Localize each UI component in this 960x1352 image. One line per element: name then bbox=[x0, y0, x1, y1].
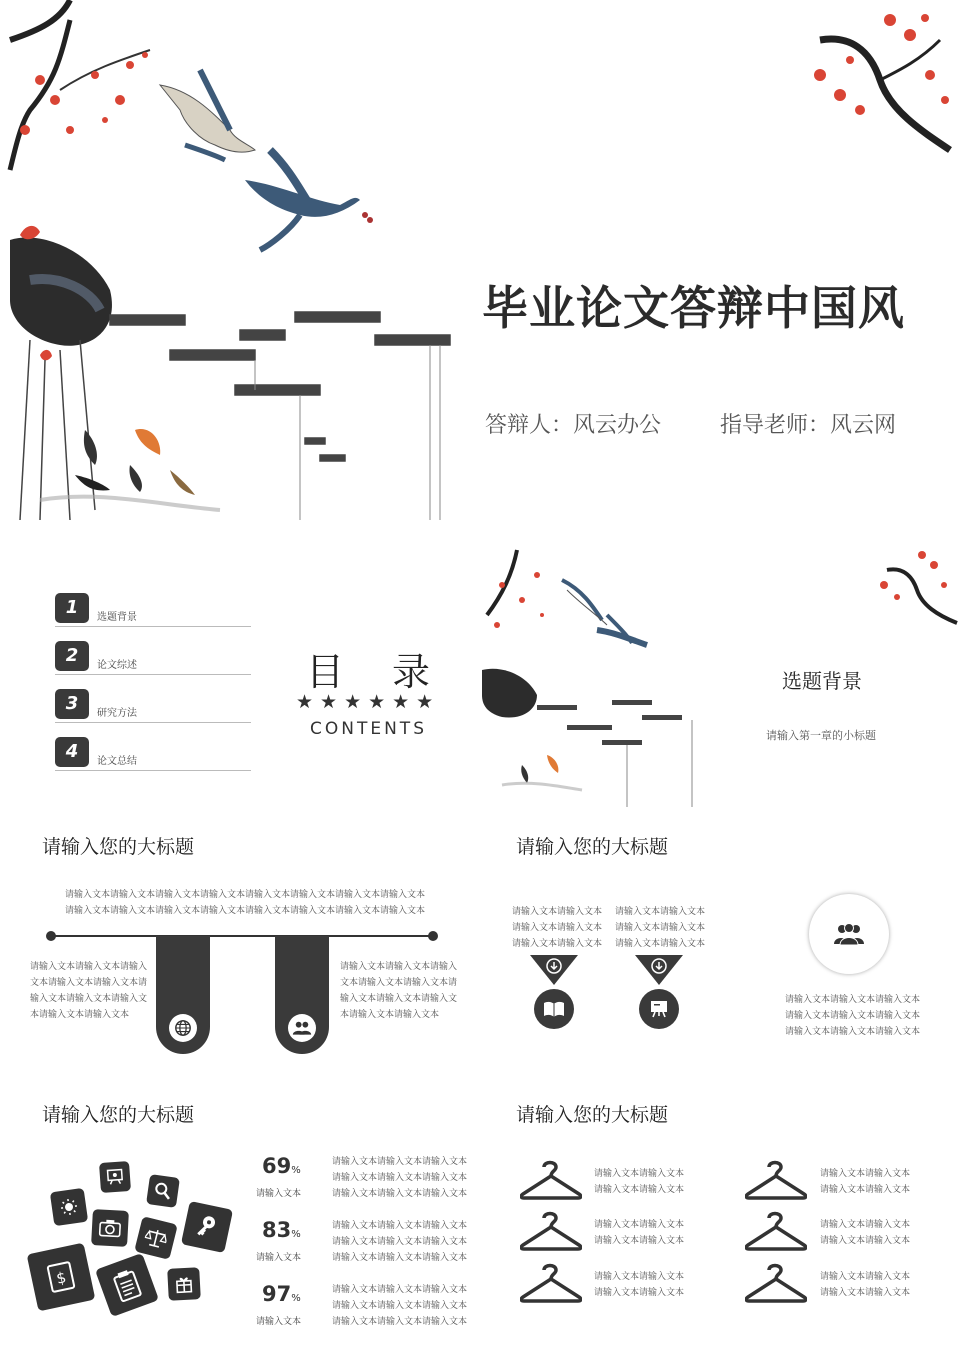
toc-title: 目录 bbox=[306, 650, 479, 694]
toc-subtitle: CONTENTS bbox=[310, 719, 427, 739]
toc-label: 论文总结 bbox=[97, 756, 137, 767]
pill-marker bbox=[156, 936, 210, 1054]
body-text: 请输入文本请输入文本 bbox=[594, 1288, 685, 1298]
hanger-icon bbox=[745, 1209, 807, 1251]
section-title: 选题背景 bbox=[782, 669, 862, 693]
toc-item-2[interactable] bbox=[55, 641, 251, 675]
camera-icon bbox=[91, 1209, 129, 1247]
body-text: 请输入文本请输入文本请输入文本 bbox=[332, 1221, 468, 1231]
toc-item-1[interactable] bbox=[55, 593, 251, 627]
slide-heading: 请输入您的大标题 bbox=[516, 1104, 669, 1126]
body-text: 请输入文本请输入文本请输入文本 bbox=[332, 1285, 468, 1295]
pill-marker bbox=[275, 936, 329, 1054]
svg-text:$: $ bbox=[54, 1268, 68, 1288]
content-slide-1 bbox=[0, 812, 480, 1074]
body-text: 请输入文本请输入文本 bbox=[615, 923, 706, 933]
body-text: 文本请输入文本请输入文本请 bbox=[30, 978, 148, 988]
advisor-text: 指导老师：风云网 bbox=[720, 413, 897, 438]
body-text: 请输入文本请输入文本请输入文本 bbox=[332, 1189, 468, 1199]
stat-label: 请输入文本 bbox=[256, 1189, 302, 1199]
body-text: 请输入文本请输入文本 bbox=[820, 1220, 911, 1230]
body-text: 请输入文本请输入文本请输入文本 bbox=[785, 1027, 921, 1037]
hanger-icon bbox=[520, 1158, 582, 1200]
stat-value: 97% bbox=[262, 1282, 301, 1306]
slide-heading: 请输入您的大标题 bbox=[42, 836, 195, 858]
body-text: 请输入文本请输入文本请输入文本 bbox=[785, 1011, 921, 1021]
cover-title: 毕业论文答辩中国风 bbox=[482, 281, 905, 335]
content-slide-2 bbox=[482, 812, 960, 1074]
stat-value: 83% bbox=[262, 1218, 301, 1242]
users-icon bbox=[288, 1014, 316, 1042]
toc-item-3[interactable] bbox=[55, 689, 251, 723]
body-text: 请输入文本请输入文本请输入文本 bbox=[332, 1253, 468, 1263]
slide-heading: 请输入您的大标题 bbox=[42, 1104, 195, 1126]
body-text: 请输入文本请输入文本 bbox=[820, 1288, 911, 1298]
board-icon bbox=[99, 1161, 131, 1193]
hanger-icon bbox=[745, 1158, 807, 1200]
download-icon bbox=[650, 957, 668, 975]
section-slide bbox=[482, 545, 960, 807]
body-text: 输入文本请输入文本请输入文 bbox=[340, 994, 458, 1004]
toc-number: 4 bbox=[55, 737, 89, 767]
timeline-dot bbox=[46, 931, 56, 941]
presenter-text: 答辩人：风云办公 bbox=[485, 413, 662, 438]
body-text: 请输入文本请输入文本 bbox=[594, 1236, 685, 1246]
toc-stars: ★★★★★★ bbox=[296, 691, 441, 713]
clipboard-icon bbox=[95, 1253, 159, 1317]
globe-icon bbox=[169, 1014, 197, 1042]
body-text: 请输入文本请输入文本 bbox=[594, 1169, 685, 1179]
toc-label: 研究方法 bbox=[97, 708, 137, 719]
book-icon bbox=[534, 989, 574, 1029]
toc-item-4[interactable] bbox=[55, 737, 251, 771]
body-text: 文本请输入文本请输入文本请 bbox=[340, 978, 458, 988]
swallow-icon bbox=[160, 70, 255, 160]
body-text: 请输入文本请输入文本请输入文本 bbox=[332, 1173, 468, 1183]
toc-label: 选题背景 bbox=[97, 612, 137, 623]
body-text: 本请输入文本请输入文本 bbox=[30, 1010, 130, 1020]
body-text: 请输入文本请输入文本请输入文本 bbox=[332, 1237, 468, 1247]
body-text: 本请输入文本请输入文本 bbox=[340, 1010, 440, 1020]
body-text: 请输入文本请输入文本请输入 bbox=[340, 962, 458, 972]
body-text: 请输入文本请输入文本请输入文本 bbox=[332, 1157, 468, 1167]
timeline-dot bbox=[428, 931, 438, 941]
body-text: 请输入文本请输入文本请输入文本 bbox=[332, 1301, 468, 1311]
gift-icon bbox=[167, 1267, 201, 1301]
stat-value: 69% bbox=[262, 1154, 301, 1178]
plum-branch-illustration bbox=[790, 0, 960, 170]
body-text: 请输入文本请输入文本 bbox=[820, 1169, 911, 1179]
sun-icon bbox=[50, 1188, 88, 1226]
timeline-line bbox=[50, 935, 434, 937]
key-icon bbox=[181, 1201, 233, 1253]
body-text: 请输入文本请输入文本请输入文本请输入文本请输入文本请输入文本请输入文本请输入文本 bbox=[65, 906, 426, 916]
presentation-icon bbox=[639, 989, 679, 1029]
slide-heading: 请输入您的大标题 bbox=[516, 836, 669, 858]
body-text: 请输入文本请输入文本 bbox=[594, 1272, 685, 1282]
hanger-icon bbox=[520, 1261, 582, 1303]
body-text: 请输入文本请输入文本 bbox=[820, 1272, 911, 1282]
toc-number: 2 bbox=[55, 641, 89, 671]
swallow-icon bbox=[245, 150, 373, 250]
body-text: 请输入文本请输入文本请输入文本 bbox=[785, 995, 921, 1005]
body-text: 请输入文本请输入文本 bbox=[512, 907, 603, 917]
body-text: 请输入文本请输入文本 bbox=[594, 1185, 685, 1195]
body-text: 请输入文本请输入文本请输入 bbox=[30, 962, 148, 972]
body-text: 请输入文本请输入文本 bbox=[594, 1220, 685, 1230]
toc-slide bbox=[0, 545, 480, 807]
toc-label: 论文综述 bbox=[97, 660, 137, 671]
stat-label: 请输入文本 bbox=[256, 1317, 302, 1327]
body-text: 输入文本请输入文本请输入文 bbox=[30, 994, 148, 1004]
scale-icon bbox=[134, 1216, 178, 1260]
body-text: 请输入文本请输入文本 bbox=[512, 939, 603, 949]
body-text: 请输入文本请输入文本 bbox=[512, 923, 603, 933]
stat-label: 请输入文本 bbox=[256, 1253, 302, 1263]
search-icon bbox=[146, 1174, 180, 1208]
hanger-icon bbox=[745, 1261, 807, 1303]
cover-slide bbox=[0, 0, 960, 540]
body-text: 请输入文本请输入文本请输入文本请输入文本请输入文本请输入文本请输入文本请输入文本 bbox=[65, 890, 426, 900]
download-icon bbox=[545, 957, 563, 975]
body-text: 请输入文本请输入文本 bbox=[615, 939, 706, 949]
group-icon bbox=[809, 894, 889, 974]
cover-ink-illustration bbox=[0, 0, 470, 540]
body-text: 请输入文本请输入文本 bbox=[820, 1236, 911, 1246]
section-ink-illustration bbox=[482, 545, 707, 807]
toc-number: 1 bbox=[55, 593, 89, 623]
dollar-document-icon bbox=[27, 1243, 96, 1312]
body-text: 请输入文本请输入文本请输入文本 bbox=[332, 1317, 468, 1327]
content-slide-3 bbox=[0, 1080, 480, 1352]
toc-number: 3 bbox=[55, 689, 89, 719]
body-text: 请输入文本请输入文本 bbox=[820, 1185, 911, 1195]
content-slide-4 bbox=[482, 1080, 960, 1352]
hanger-icon bbox=[520, 1209, 582, 1251]
plum-branch-illustration bbox=[872, 545, 960, 625]
body-text: 请输入文本请输入文本 bbox=[615, 907, 706, 917]
section-subtitle: 请输入第一章的小标题 bbox=[766, 729, 876, 742]
